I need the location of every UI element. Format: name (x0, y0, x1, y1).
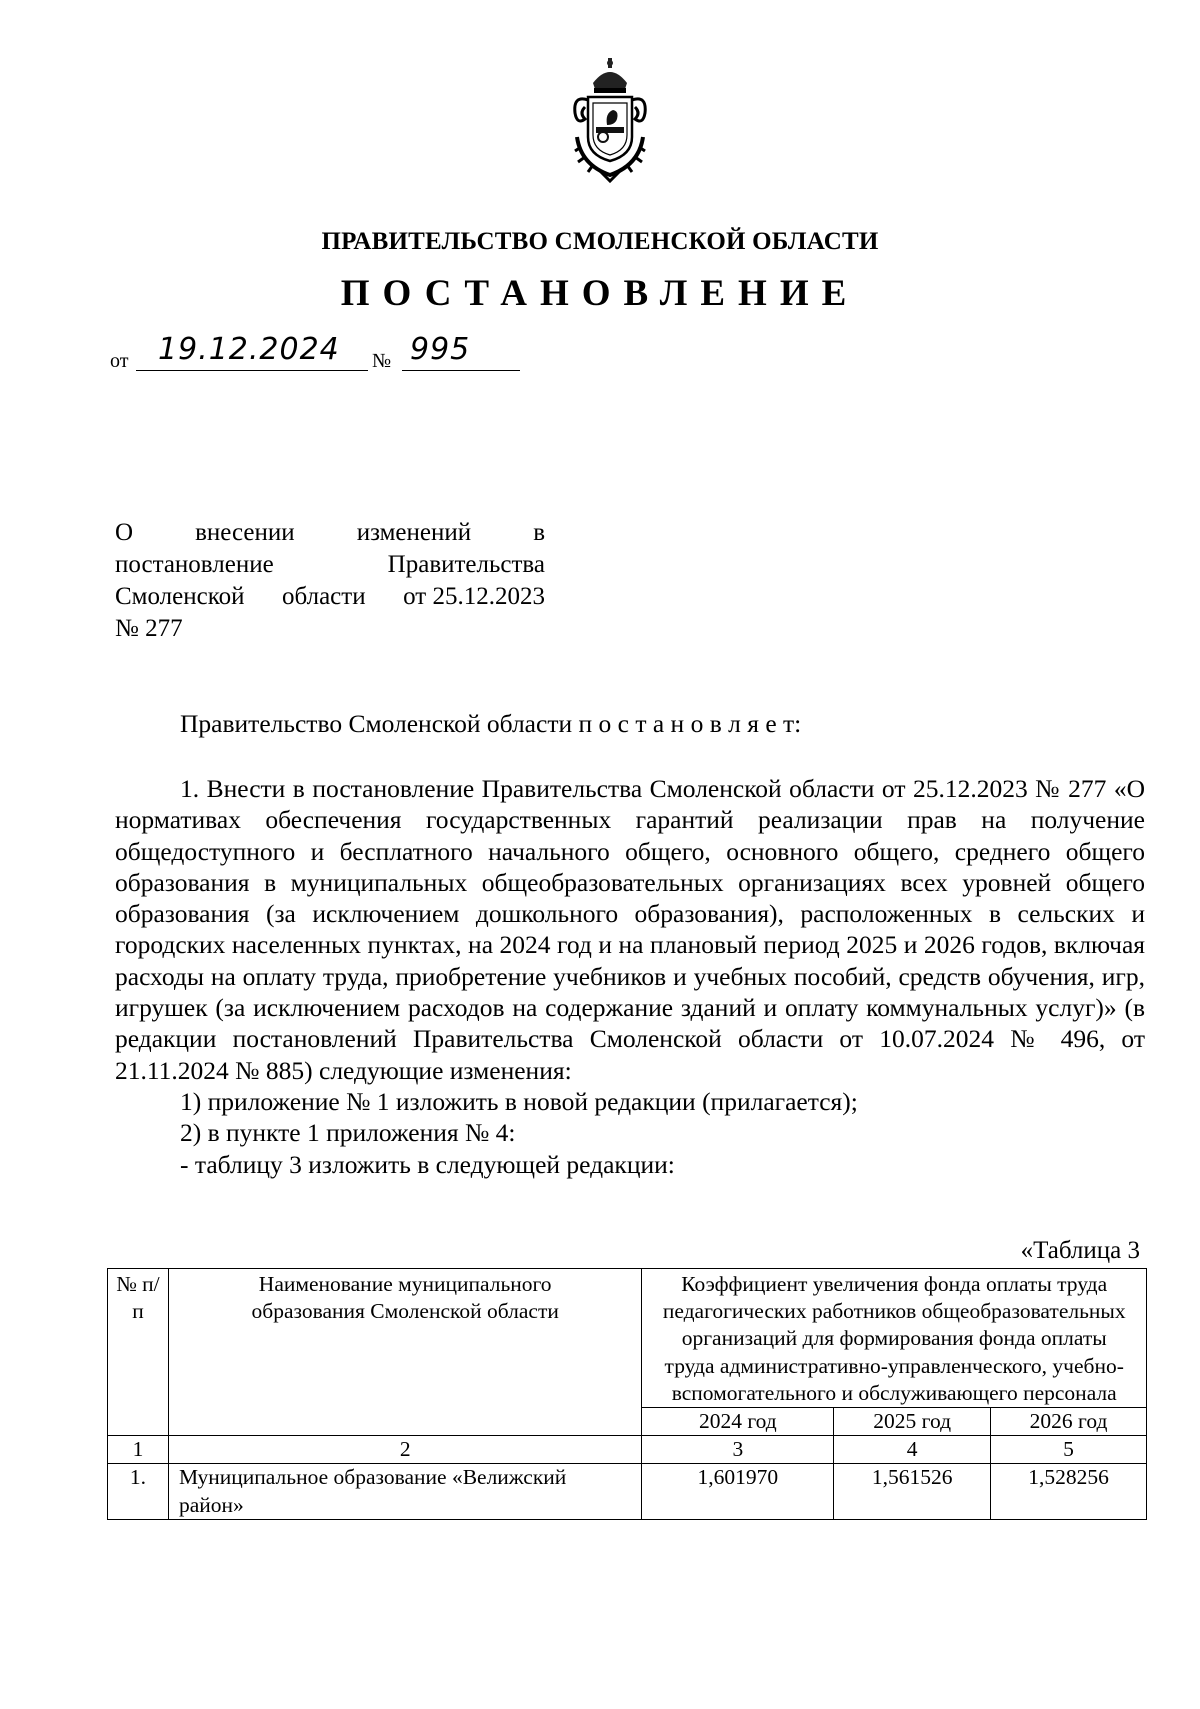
subject-word: изменений (356, 519, 472, 546)
list-item-3: - таблицу 3 изложить в следующей редакции: (180, 1149, 675, 1179)
subject-word: области (282, 583, 366, 610)
preamble-line (115, 708, 1145, 739)
subject-line (115, 581, 545, 613)
document-type-title: ПОСТАНОВЛЕНИЕ (340, 273, 860, 314)
table-index-row (108, 1436, 1147, 1464)
list-item-1: 1) приложение № 1 изложить в новой редакции (прилагается); (180, 1086, 858, 1116)
header-name: Наименование муниципального образования Смоленской области (168, 1269, 642, 1436)
column-index: 5 (991, 1436, 1147, 1464)
subject-line (115, 549, 545, 581)
header-num: № п/п (108, 1269, 169, 1436)
number-underline (402, 370, 520, 371)
subject-word: внесении (195, 519, 295, 546)
date-prefix: от (110, 350, 129, 372)
number-value: 995 (410, 332, 471, 367)
column-index: 1 (108, 1436, 169, 1464)
row-value-2024: 1,601970 (642, 1464, 834, 1519)
subject-word: Смоленской (115, 583, 245, 610)
subject-word: в (533, 519, 545, 546)
list-item-2: 2) в пункте 1 приложения № 4: (180, 1118, 516, 1148)
column-index: 3 (642, 1436, 834, 1464)
table-row (108, 1464, 1147, 1519)
subject-word: от 25.12.2023 (403, 583, 545, 610)
date-number-line (110, 330, 530, 380)
subject-word: О (115, 519, 134, 546)
header-year: 2025 год (834, 1408, 991, 1436)
subject-word: Правительства (387, 551, 545, 578)
column-index: 4 (834, 1436, 991, 1464)
preamble (115, 708, 1145, 739)
header-year: 2024 год (642, 1408, 834, 1436)
resolution-text (115, 773, 1145, 1180)
column-index: 2 (168, 1436, 642, 1464)
subject-line (115, 517, 545, 549)
paragraph-1: 1. Внести в постановление Правительства Смоленской области от 25.12.2023 № 277 «О нормативах обеспечения государственных гарантий реализации прав на получение общедоступного и бесплатного начального общего, основного общего, среднего общего образования в муниципальных общеобразовательных организациях всех уровней общего образования (за исключением дошкольного образования), расположенных в сельских и городских населенных пунктах, на 2024 год и на плановый период 2025 и 2026 годов, включая расходы на оплату труда, приобретение учебников и учебных пособий, средств обучения, игр, игрушек (за исключением расходов на содержание зданий и оплату коммунальных услуг)» (в редакции постановлений Правительства Смоленской области от 10.07.2024 № 496, от 21.11.2024 № 885) следующие изменения: (115, 774, 1145, 1085)
row-name: Муниципальное образование «Велижский район» (168, 1464, 642, 1519)
table-caption: «Таблица 3 (1020, 1237, 1140, 1264)
date-underline (136, 370, 368, 371)
row-value-2026: 1,528256 (991, 1464, 1147, 1519)
date-value: 19.12.2024 (158, 332, 340, 367)
document-subject (115, 517, 545, 645)
row-value-2025: 1,561526 (834, 1464, 991, 1519)
number-prefix: № (372, 350, 392, 372)
coefficient-table (107, 1268, 1147, 1520)
header-year: 2026 год (991, 1408, 1147, 1436)
preamble-verb: п о с т а н о в л я е т: (578, 709, 802, 738)
organization-title: ПРАВИТЕЛЬСТВО СМОЛЕНСКОЙ ОБЛАСТИ (321, 228, 879, 255)
subject-line: № 277 (115, 615, 183, 642)
subject-word: постановление (115, 551, 274, 578)
coat-of-arms-emblem (555, 55, 665, 185)
table-header-row (108, 1269, 1147, 1408)
header-coefficient: Коэффициент увеличения фонда оплаты труда педагогических работников общеобразовательных организаций для формирования фонда оплаты труда административно-управленческого, учебно-вспомогательного и обслуживающего персонала (642, 1269, 1147, 1408)
preamble-prefix: Правительство Смоленской области (180, 709, 573, 738)
row-num: 1. (108, 1464, 169, 1519)
